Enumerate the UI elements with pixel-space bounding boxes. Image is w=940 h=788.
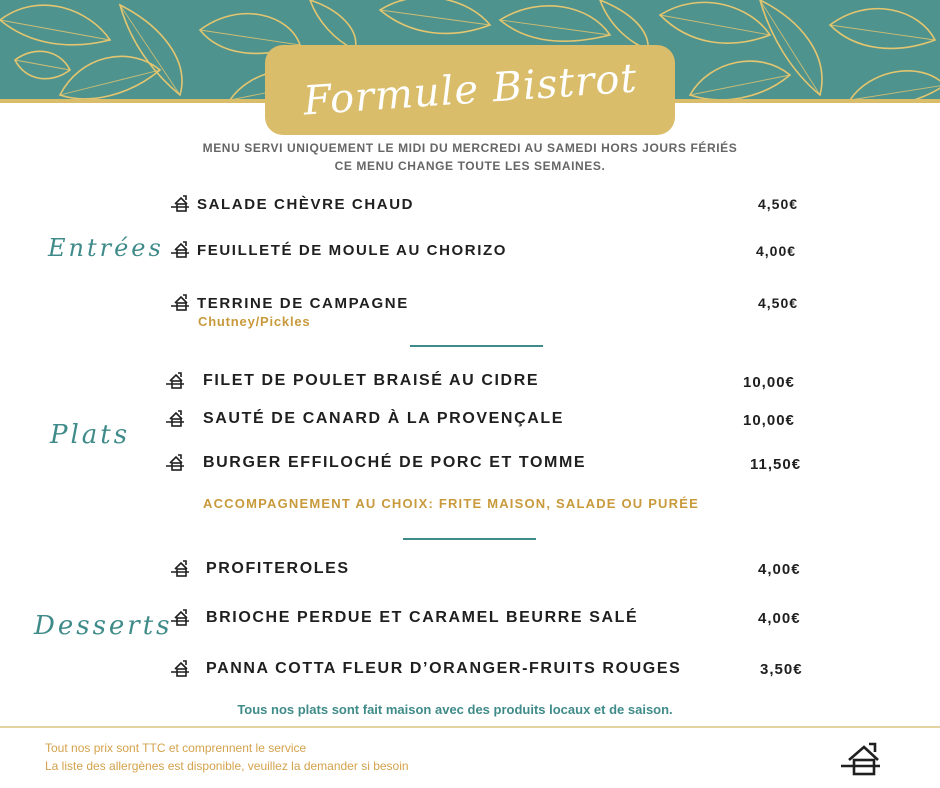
dish-name: FEUILLETÉ DE MOULE AU CHORIZO	[197, 241, 508, 259]
dish-price: 4,50€	[758, 295, 799, 311]
house-logo-icon	[170, 609, 190, 627]
tagline: Tous nos plats sont fait maison avec des produits locaux et de saison.	[237, 702, 673, 717]
dish-item	[165, 454, 586, 472]
house-logo-icon	[170, 195, 190, 213]
dish-price: 4,00€	[758, 610, 801, 627]
dish-price: 10,00€	[743, 412, 795, 429]
menu-title: Formule Bistrot	[301, 55, 639, 125]
dish-name: TERRINE DE CAMPAGNE	[197, 294, 409, 312]
footer-note-allergens: La liste des allergènes est disponible, veuillez la demander si besoin	[45, 759, 409, 773]
section-label-entrees: Entrées	[48, 234, 164, 262]
dish-price: 3,50€	[760, 661, 803, 678]
dish-item	[170, 195, 414, 213]
subtitle-line-2: CE MENU CHANGE TOUTE LES SEMAINES.	[334, 159, 606, 173]
house-logo-icon	[165, 372, 185, 390]
dish-price: 4,00€	[756, 243, 797, 259]
dish-price: 10,00€	[743, 374, 795, 391]
house-logo-icon	[170, 294, 190, 312]
section-divider	[403, 538, 536, 540]
dish-name: FILET DE POULET BRAISÉ AU CIDRE	[203, 372, 540, 389]
dish-name: PANNA COTTA FLEUR D’ORANGER-FRUITS ROUGES	[206, 660, 682, 677]
dish-item	[170, 660, 681, 678]
dish-item	[165, 372, 539, 390]
dish-name: PROFITEROLES	[206, 560, 350, 577]
dish-subtitle: Chutney/Pickles	[198, 314, 311, 329]
section-label-plats: Plats	[50, 420, 131, 450]
dish-item	[170, 294, 409, 312]
dish-name: BRIOCHE PERDUE ET CARAMEL BEURRE SALÉ	[206, 609, 639, 626]
house-logo-icon	[170, 241, 190, 259]
section-label-desserts: Desserts	[34, 611, 173, 641]
accompaniment-note: ACCOMPAGNEMENT AU CHOIX: FRITE MAISON, SALADE OU PURÉE	[203, 496, 699, 511]
house-logo-icon	[840, 742, 882, 776]
footer-divider	[0, 726, 940, 728]
dish-price: 11,50€	[750, 456, 802, 473]
footer-note-prices: Tout nos prix sont TTC et comprennent le service	[45, 741, 307, 755]
house-logo-icon	[165, 454, 185, 472]
dish-item	[170, 560, 350, 578]
house-logo-icon	[170, 660, 190, 678]
dish-item	[170, 241, 507, 259]
subtitle-line-1: MENU SERVI UNIQUEMENT LE MIDI DU MERCREDI AU SAMEDI HORS JOURS FÉRIÉS	[202, 141, 738, 155]
dish-price: 4,00€	[758, 561, 801, 578]
title-box	[265, 45, 675, 135]
dish-item	[165, 410, 564, 428]
dish-name: SALADE CHÈVRE CHAUD	[197, 195, 415, 213]
section-divider	[410, 345, 543, 347]
dish-item	[170, 609, 638, 627]
house-logo-icon	[165, 410, 185, 428]
house-logo-icon	[170, 560, 190, 578]
dish-price: 4,50€	[758, 196, 799, 212]
dish-name: SAUTÉ DE CANARD À LA PROVENÇALE	[203, 410, 565, 427]
dish-name: BURGER EFFILOCHÉ DE PORC ET TOMME	[203, 454, 587, 471]
